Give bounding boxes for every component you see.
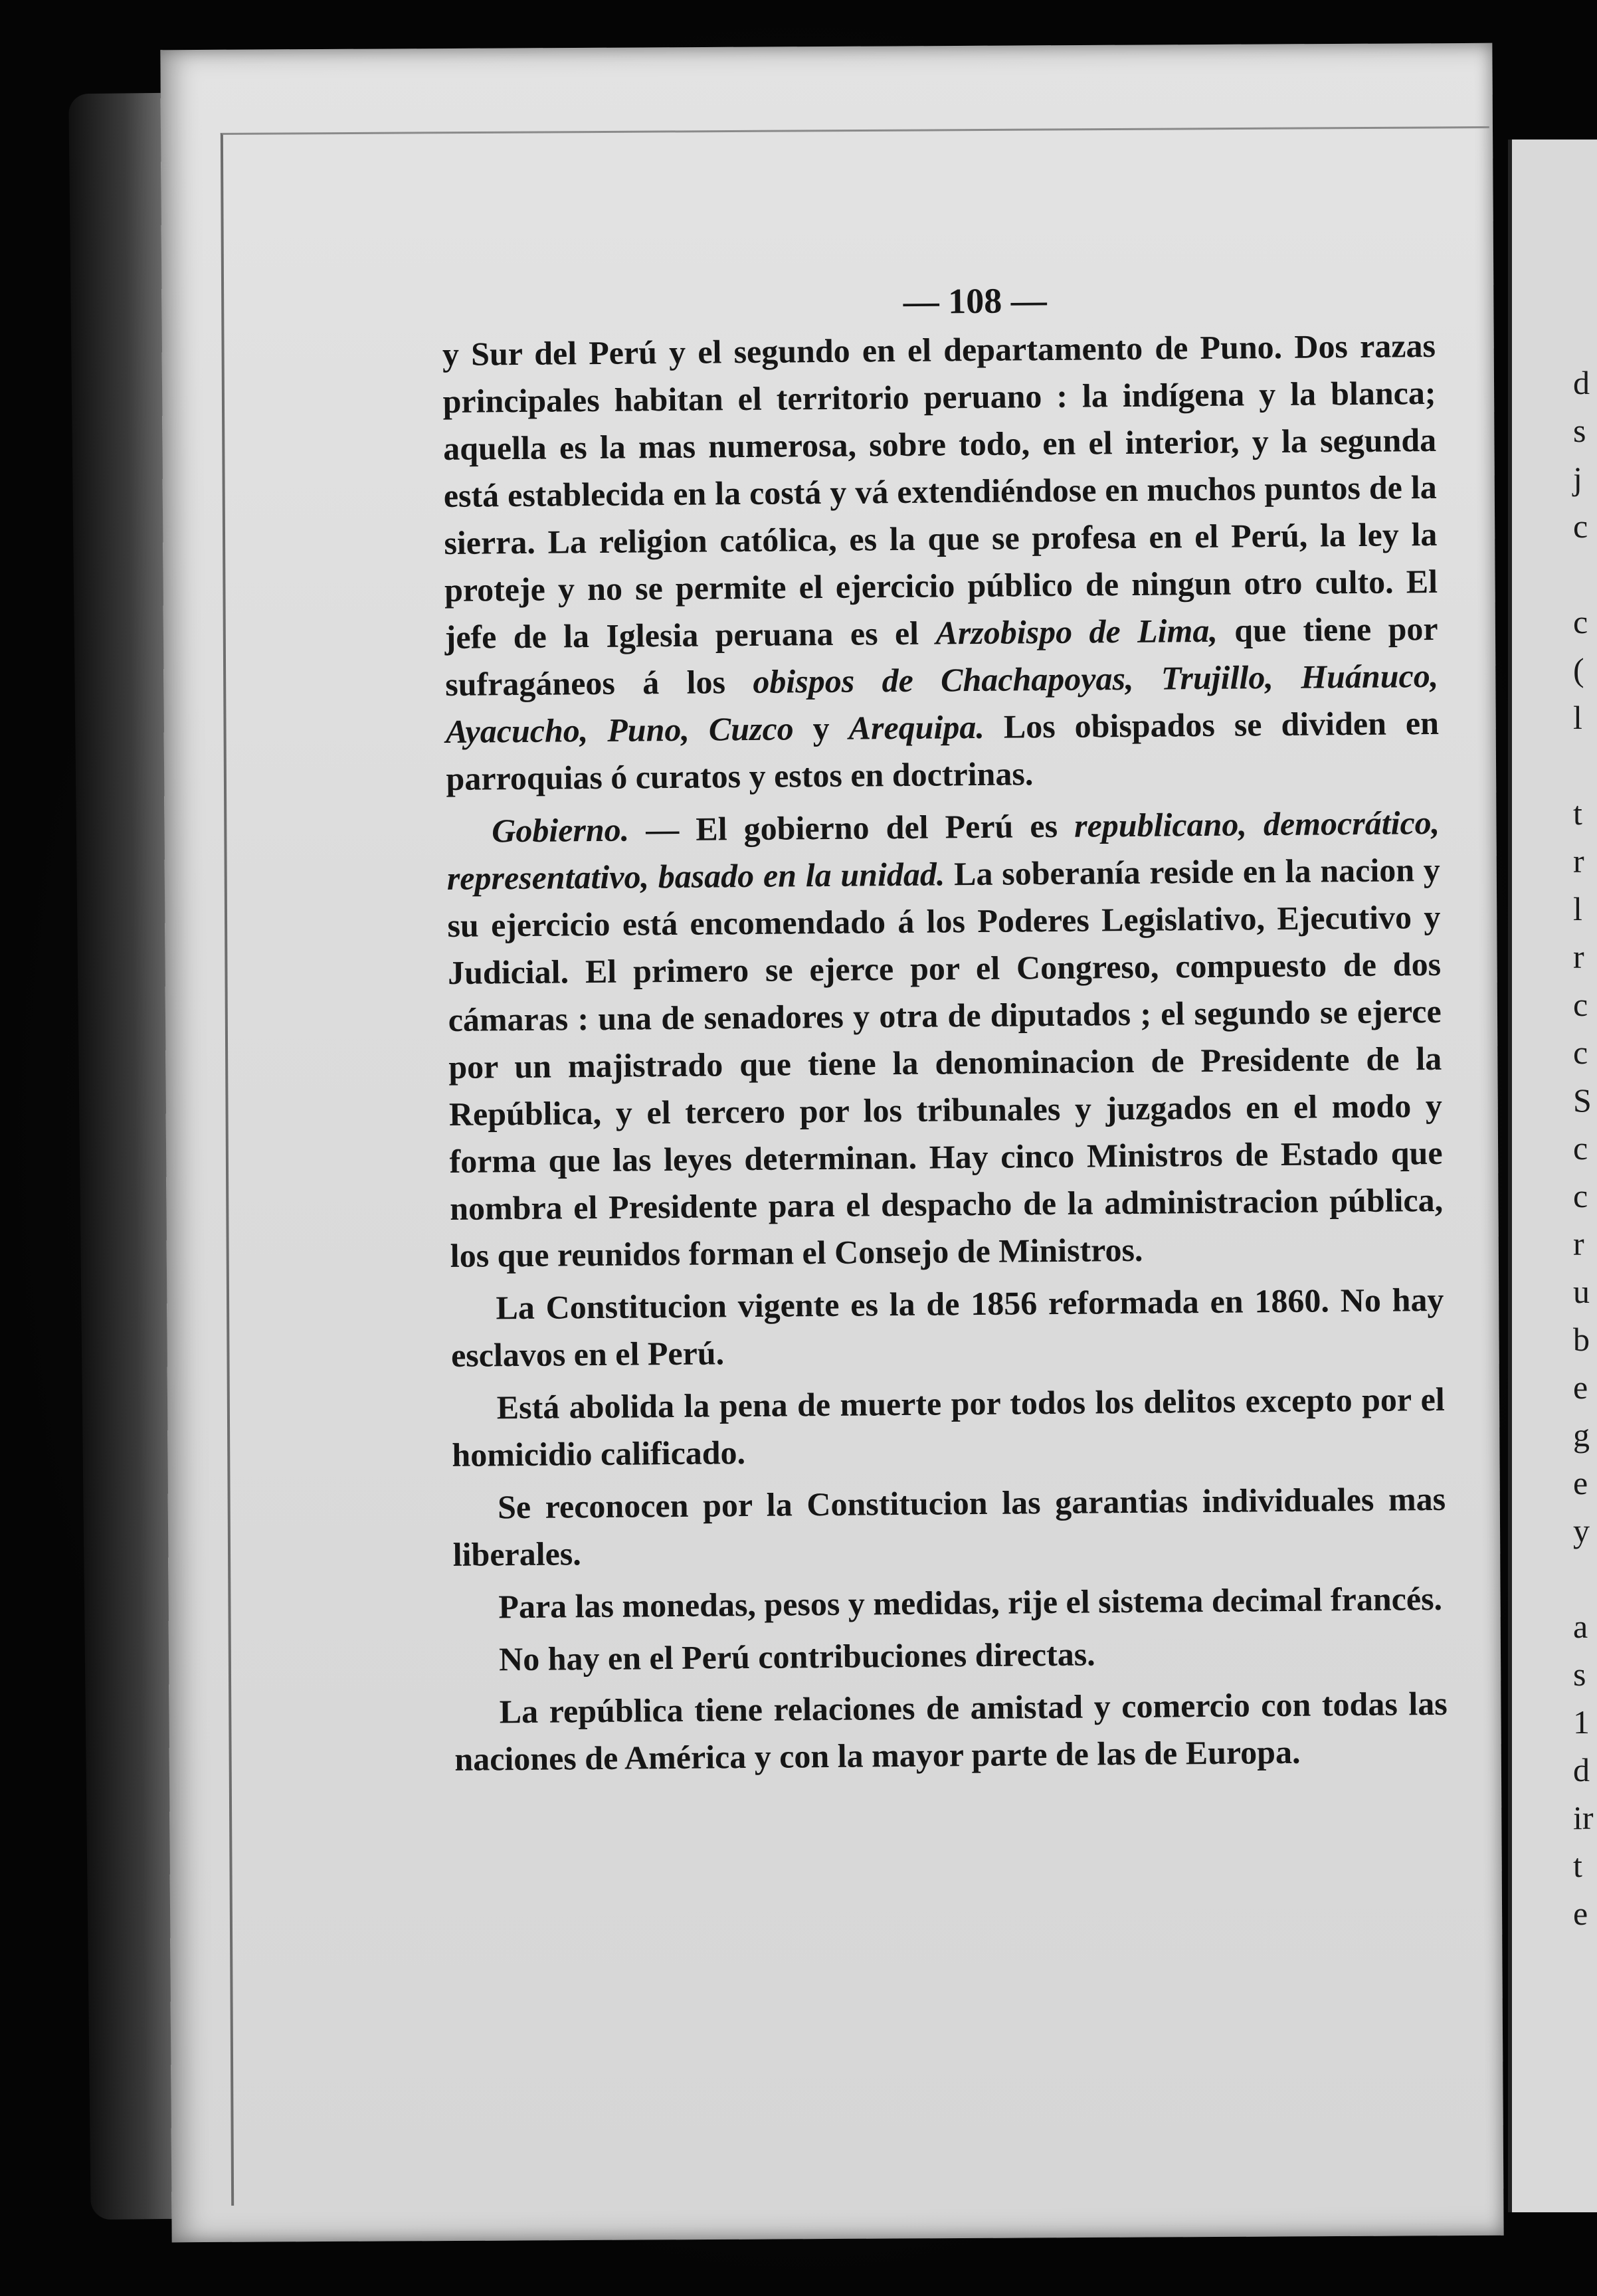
text-segment: La república tiene relaciones de amistad y comercio con todas las naciones de América y con la mayor parte de las de Europa. xyxy=(454,1684,1448,1778)
text-segment: Está abolida la pena de muerte por todos los delitos excepto por el homicidio calificado. xyxy=(452,1380,1445,1474)
adjacent-page-letter: r xyxy=(1573,842,1584,880)
adjacent-page-letter: r xyxy=(1573,938,1584,975)
adjacent-page-letter: c xyxy=(1573,603,1588,640)
adjacent-page-letter: c xyxy=(1573,1034,1588,1071)
paragraph xyxy=(442,322,1440,803)
adjacent-page-letter: t xyxy=(1573,795,1582,832)
paragraph xyxy=(454,1680,1448,1783)
paragraph xyxy=(452,1476,1446,1578)
adjacent-page-letter: c xyxy=(1573,986,1588,1023)
text-segment: Se reconocen por la Constitucion las garantias individuales mas liberales. xyxy=(452,1480,1446,1573)
adjacent-page-letter: ir xyxy=(1573,1799,1594,1836)
adjacent-page-letter: 1 xyxy=(1573,1703,1590,1741)
adjacent-page-letter: e xyxy=(1573,1895,1588,1932)
text-segment: La soberanía reside en la nacion y su ejercicio está encomendado á los Poderes Legislativo, Ejecutivo y Judicial. El primero se ejerce por el Congreso, compuesto de dos cámaras : una de senadores y otra de diputados ; el segundo se ejerce por un majistrado que tiene la denominacion de Presidente de la República, y el tercero por los tribunales y juzgados en el modo y forma que las leyes determinan. Hay cinco Ministros de Estado que nombra el Presidente para el despacho de la administracion pública, los que reunidos forman el Consejo de Ministros. xyxy=(447,850,1444,1274)
italic-text-segment: republicano, democrático, representativo, basado en la unidad. xyxy=(446,803,1440,897)
adjacent-page-letter xyxy=(1573,1555,1597,1602)
adjacent-page-letter: e xyxy=(1573,1464,1588,1501)
adjacent-page-letter: c xyxy=(1573,1129,1588,1167)
page-text-block xyxy=(442,274,1448,1783)
adjacent-page-letter: l xyxy=(1573,890,1582,927)
adjacent-page-letter: r xyxy=(1573,1225,1584,1262)
paragraph xyxy=(450,1276,1444,1379)
adjacent-page-letter: c xyxy=(1573,1177,1588,1214)
italic-text-segment: Gobierno. xyxy=(491,811,630,850)
adjacent-page-letter: d xyxy=(1573,1751,1590,1788)
adjacent-page-letter: j xyxy=(1573,460,1582,497)
adjacent-page-letter: ( xyxy=(1573,651,1584,688)
adjacent-page-letter: s xyxy=(1573,412,1586,449)
adjacent-page-letter: s xyxy=(1573,1656,1586,1693)
adjacent-page-letter: c xyxy=(1573,508,1588,545)
italic-text-segment: Arequipa. xyxy=(848,708,985,747)
paragraph xyxy=(454,1628,1448,1683)
italic-text-segment: obispos de Chachapoyas, Trujillo, Huánuco, Ayacucho, Puno, Cuzco xyxy=(445,656,1439,750)
adjacent-page-letter xyxy=(1573,550,1597,598)
paragraph xyxy=(451,1376,1445,1479)
adjacent-page-letter xyxy=(1573,741,1597,789)
text-segment: No hay en el Perú contribuciones directas. xyxy=(498,1635,1095,1678)
italic-text-segment: Arzobispo de Lima, xyxy=(935,611,1218,652)
adjacent-page-letter: g xyxy=(1573,1416,1590,1454)
text-segment: y xyxy=(793,709,849,747)
text-segment: Los obispados se dividen en parroquias ó curatos y estos en doctrinas. xyxy=(446,704,1440,797)
adjacent-page-letter: S xyxy=(1573,1082,1592,1119)
text-segment: Para las monedas, pesos y medidas, rije el sistema decimal francés. xyxy=(498,1579,1443,1626)
adjacent-page-letters xyxy=(1573,359,1597,1937)
adjacent-page-letter: l xyxy=(1573,699,1582,736)
page-number: — 108 — xyxy=(903,280,1048,322)
text-segment: — El gobierno del Perú es xyxy=(628,807,1075,848)
adjacent-page-letter: a xyxy=(1573,1608,1588,1645)
adjacent-page-letter: y xyxy=(1573,1512,1590,1549)
text-segment: La Constitucion vigente es la de 1856 reformada en 1860. No hay esclavos en el Perú. xyxy=(450,1280,1444,1374)
paragraph xyxy=(446,799,1444,1280)
paragraph-list xyxy=(442,322,1448,1783)
adjacent-page-letter: t xyxy=(1573,1847,1582,1884)
adjacent-page-letter: d xyxy=(1573,364,1590,401)
adjacent-page-letter: u xyxy=(1573,1273,1590,1310)
text-segment: que tiene por sufragáneos á los xyxy=(445,609,1438,703)
text-segment: y Sur del Perú y el segundo en el departamento de Puno. Dos razas principales habitan el territorio peruano : la indígena y la blanca; aquella es la mas numerosa, sobre todo, en el interior, y la segunda está establecida en la costá y vá extendiéndose en muchos puntos de la sierra. La religion católica, es la que se profesa en el Perú, la ley la proteje y no se permite el ejercicio público de ningun otro culto. El jefe de la Iglesia peruana es el xyxy=(442,326,1438,656)
adjacent-page-letter: b xyxy=(1573,1321,1590,1358)
paragraph xyxy=(453,1575,1447,1631)
adjacent-page-letter: e xyxy=(1573,1369,1588,1406)
